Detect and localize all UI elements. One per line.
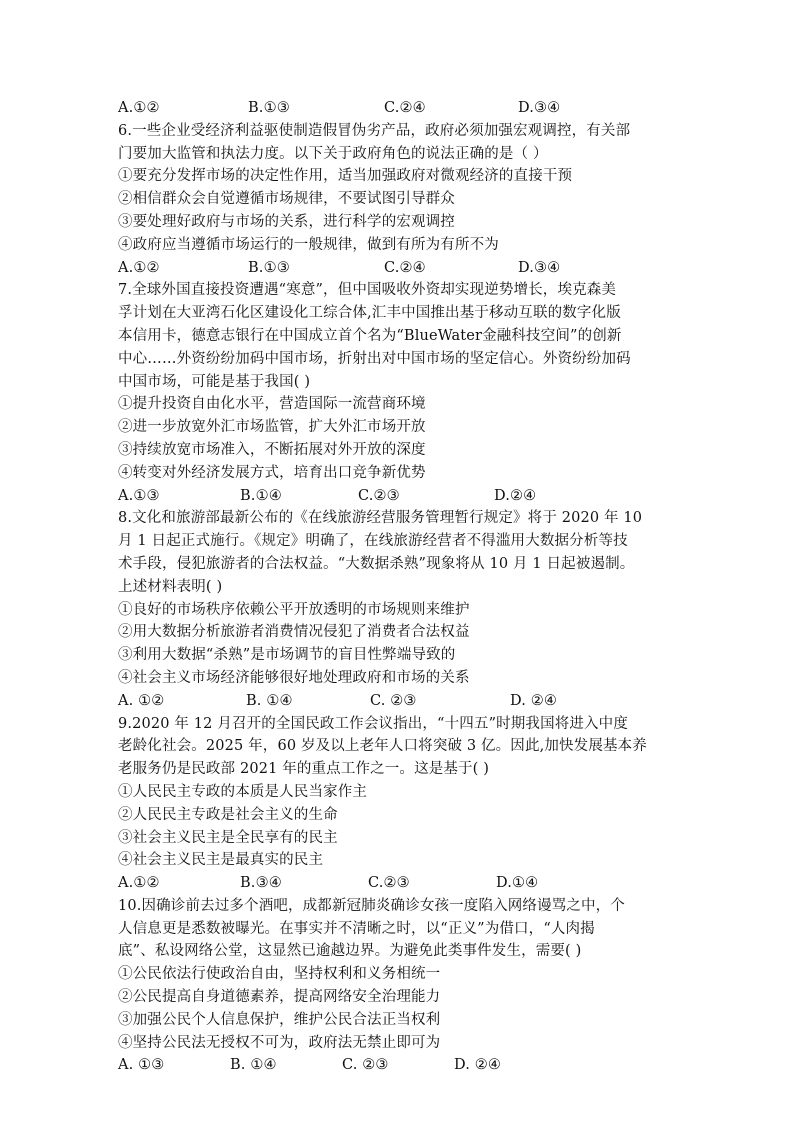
q9-stem-line: 老服务仍是民政部 2021 年的重点工作之一。这是基于( ): [118, 761, 490, 778]
q7-option-b: B.①④: [240, 487, 282, 504]
q7-item-2: ②进一步放宽外汇市场监管，扩大外汇市场开放: [118, 419, 426, 436]
q7-stem-line: 本信用卡，德意志银行在中国成立首个名为“BlueWater金融科技空间”的创新: [118, 327, 622, 344]
q6-options: [118, 257, 678, 280]
q10-item-4: ④坚持公民法无授权不可为，政府法无禁止即可为: [118, 1034, 441, 1051]
q6-option-c: C.②④: [384, 259, 426, 276]
q8-item-3: ③利用大数据“杀熟”是市场调节的盲目性弊端导致的: [118, 647, 456, 664]
q7-option-d: D.②④: [494, 487, 537, 504]
q10-option-c: C. ②③: [342, 1057, 389, 1074]
q9-stem-line: 9.2020 年 12 月召开的全国民政工作会议指出，“十四五”时期我国将进入中度: [118, 715, 628, 732]
q10-option-b: B. ①④: [230, 1057, 277, 1074]
q9-options: [118, 872, 678, 895]
q5-option-b: B.①③: [248, 100, 290, 116]
q7-stem-line: 中国市场，可能是基于我国( ): [118, 373, 311, 390]
question-10: [118, 895, 678, 1077]
q8-stem-line: 8.文化和旅游部最新公布的《在线旅游经营服务管理暂行规定》将于 2020 年 10: [118, 510, 643, 527]
question-6: [118, 120, 678, 280]
q8-stem-line: 上述材料表明( ): [118, 578, 223, 595]
q7-stem-line: 中心……外资纷纷加码中国市场，折射出对中国市场的坚定信心。外资纷纷加码: [118, 350, 631, 367]
q8-item-1: ①良好的市场秩序依赖公平开放透明的市场规则来维护: [118, 601, 470, 618]
q7-item-1: ①提升投资自由化水平，营造国际一流营商环境: [118, 396, 426, 413]
q8-item-4: ④社会主义市场经济能够很好地处理政府和市场的关系: [118, 669, 470, 686]
question-7: [118, 279, 678, 507]
q10-option-d: D. ②④: [454, 1057, 502, 1074]
q8-item-2: ②用大数据分析旅游者消费情况侵犯了消费者合法权益: [118, 624, 470, 641]
q8-option-a: A. ①②: [118, 692, 165, 709]
q6-option-b: B.①③: [248, 259, 290, 276]
q7-options: [118, 485, 678, 508]
q10-stem-line: 10.因确诊前去过多个酒吧，成都新冠肺炎确诊女孩一度陷入网络谩骂之中，个: [118, 897, 625, 914]
q10-item-1: ①公民依法行使政治自由，坚持权利和义务相统一: [118, 966, 441, 983]
q10-option-a: A. ①③: [118, 1057, 165, 1074]
q6-item-2: ②相信群众会自觉遵循市场规律，不要试图引导群众: [118, 191, 455, 208]
q8-stem-line: 月 1 日起正式施行。《规定》明确了，在线旅游经营者不得滥用大数据分析等技: [118, 533, 628, 550]
q6-item-4: ④政府应当遵循市场运行的一般规律，做到有所为有所不为: [118, 236, 499, 253]
q9-option-a: A.①②: [118, 875, 160, 892]
q7-option-c: C.②③: [358, 487, 400, 504]
q6-item-1: ①要充分发挥市场的决定性作用，适当加强政府对微观经济的直接干预: [118, 168, 573, 185]
q6-stem-line: 门要加大监管和执法力度。以下关于政府角色的说法正确的是（ ）: [118, 145, 548, 162]
q10-options: [118, 1054, 678, 1077]
q5-option-c: C.②④: [384, 100, 426, 116]
q9-item-1: ①人民民主专政的本质是人民当家作主: [118, 783, 368, 800]
q9-item-3: ③社会主义民主是全民享有的民主: [118, 829, 338, 846]
q7-stem-line: 7.全球外国直接投资遭遇“寒意”，但中国吸收外资却实现逆势增长，埃克森美: [118, 282, 617, 299]
q6-item-3: ③要处理好政府与市场的关系，进行科学的宏观调控: [118, 213, 455, 230]
q8-option-b: B. ①④: [246, 692, 293, 709]
q9-option-b: B.③④: [240, 875, 282, 892]
q10-item-3: ③加强公民个人信息保护，维护公民合法正当权利: [118, 1011, 441, 1028]
q6-option-d: D.③④: [518, 259, 561, 276]
q5-option-d: D.③④: [518, 100, 561, 116]
question-9: [118, 713, 678, 895]
q6-option-a: A.①②: [118, 259, 160, 276]
q7-item-4: ④转变对外经济发展方式，培育出口竞争新优势: [118, 464, 426, 481]
q10-stem-line: 底”、私设网络公堂，这显然已逾越边界。为避免此类事件发生，需要( ): [118, 943, 582, 960]
q8-option-c: C. ②③: [370, 692, 417, 709]
q9-option-c: C.②③: [368, 875, 410, 892]
q9-stem-line: 老龄化社会。2025 年，60 岁及以上老年人口将突破 3 亿。因此,加快发展基本养: [118, 738, 647, 755]
q9-option-d: D.①④: [496, 875, 539, 892]
exam-page: [118, 97, 678, 1077]
question-8: [118, 507, 678, 712]
q8-option-d: D. ②④: [510, 692, 558, 709]
q9-item-2: ②人民民主专政是社会主义的生命: [118, 806, 338, 823]
q9-item-4: ④社会主义民主是最真实的民主: [118, 852, 324, 869]
q5-option-a: A.①②: [118, 100, 160, 116]
q8-stem-line: 术手段，侵犯旅游者的合法权益。“大数据杀熟”现象将从 10 月 1 日起被遏制。: [118, 555, 635, 572]
q10-stem-line: 人信息更是悉数被曝光。在事实并不清晰之时，以“正义”为借口，“人肉揭: [118, 920, 595, 937]
q6-stem-line: 6.一些企业受经济利益驱使制造假冒伪劣产品，政府必须加强宏观调控，有关部: [118, 122, 631, 139]
q7-option-a: A.①③: [118, 487, 160, 504]
q7-item-3: ③持续放宽市场准入，不断拓展对外开放的深度: [118, 441, 426, 458]
q5-options: [118, 97, 678, 120]
q10-item-2: ②公民提高自身道德素养，提高网络安全治理能力: [118, 989, 441, 1006]
q7-stem-line: 孚计划在大亚湾石化区建设化工综合体,汇丰中国推出基于移动互联的数字化版: [118, 305, 621, 322]
q8-options: [118, 690, 678, 713]
